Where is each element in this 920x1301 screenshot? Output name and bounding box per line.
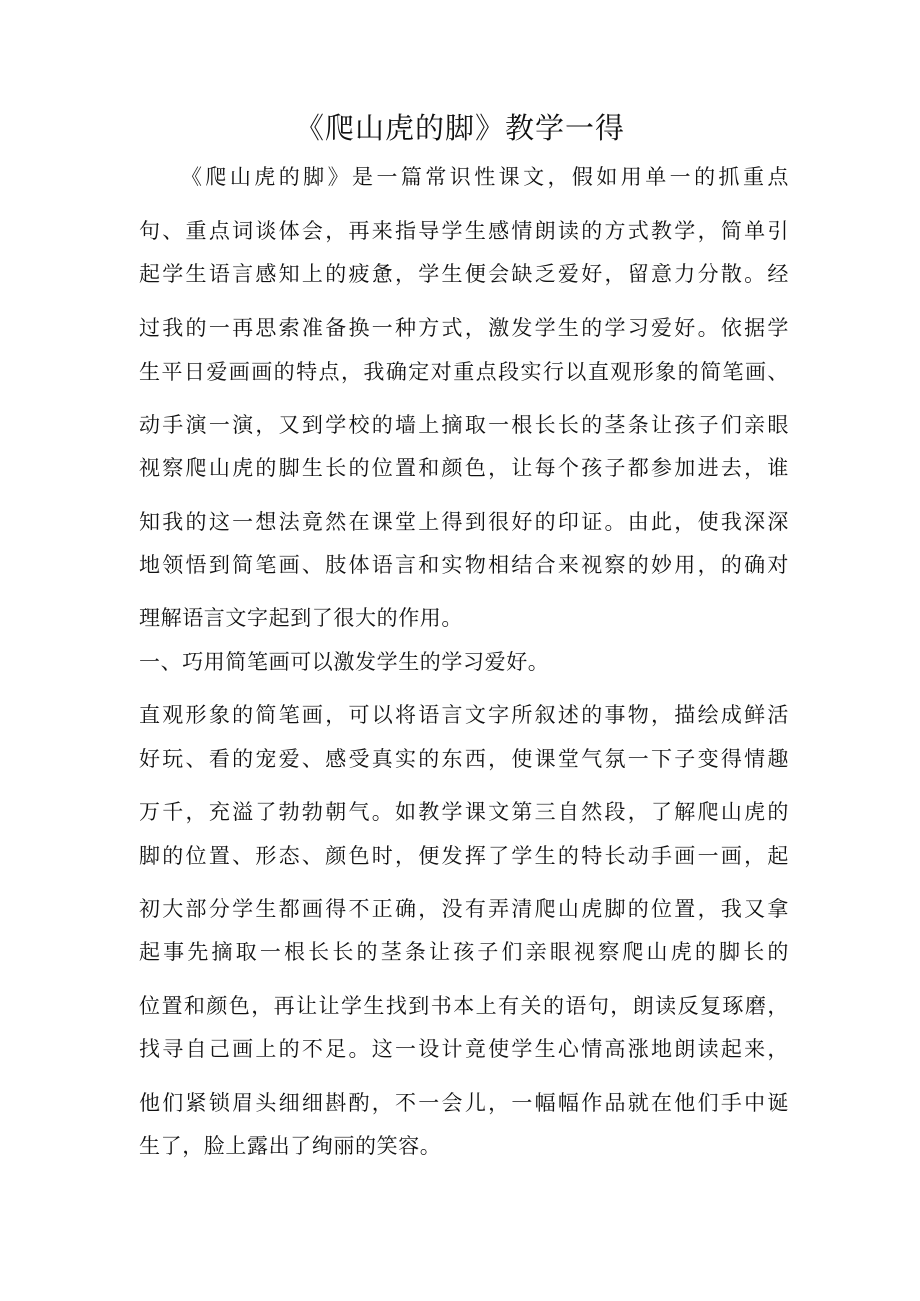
paragraph-2-line-3: 万千，充溢了勃勃朝气。如教学课文第三自然段，了解爬山虎的 — [139, 800, 789, 824]
paragraph-1-line-5: 生平日爱画画的特点，我确定对重点段实行以直观形象的简笔画、 — [139, 360, 789, 384]
paragraph-1-line-7: 视察爬山虎的脚生长的位置和颜色，让每个孩子都参加进去，谁 — [139, 456, 789, 480]
paragraph-2-line-5: 初大部分学生都画得不正确，没有弄清爬山虎脚的位置，我又拿 — [139, 897, 789, 921]
paragraph-1-line-3: 起学生语言感知上的疲惫，学生便会缺乏爱好，留意力分散。经 — [139, 262, 789, 286]
paragraph-1-line-1: 《爬山虎的脚》是一篇常识性课文，假如用单一的抓重点 — [181, 165, 789, 189]
section-heading-1: 一、巧用简笔画可以激发学生的学习爱好。 — [139, 650, 550, 674]
paragraph-1-line-2: 句、重点词谈体会，再来指导学生感情朗读的方式教学，简单引 — [139, 219, 789, 243]
paragraph-2-line-8: 找寻自己画上的不足。这一设计竟使学生心情高涨地朗读起来， — [139, 1037, 789, 1061]
paragraph-1-line-4: 过我的一再思索准备换一种方式，激发学生的学习爱好。依据学 — [139, 316, 789, 340]
paragraph-1-line-9: 地领悟到简笔画、肢体语言和实物相结合来视察的妙用，的确对 — [139, 553, 789, 577]
paragraph-1-line-6: 动手演一演，又到学校的墙上摘取一根长长的茎条让孩子们亲眼 — [139, 413, 789, 437]
paragraph-2-line-9: 他们紧锁眉头细细斟酌，不一会儿，一幅幅作品就在他们手中诞 — [139, 1091, 789, 1115]
paragraph-1-line-8: 知我的这一想法竟然在课堂上得到很好的印证。由此，使我深深 — [139, 510, 789, 534]
paragraph-2-line-10: 生了，脸上露出了绚丽的笑容。 — [139, 1134, 442, 1158]
paragraph-2-line-2: 好玩、看的宠爱、感受真实的东西，使课堂气氛一下子变得情趣 — [139, 747, 789, 771]
paragraph-2-line-1: 直观形象的简笔画，可以将语言文字所叙述的事物，描绘成鲜活 — [139, 703, 789, 727]
paragraph-1-line-10: 理解语言文字起到了很大的作用。 — [139, 606, 463, 630]
paragraph-2-line-7: 位置和颜色，再让让学生找到书本上有关的语句，朗读反复琢磨， — [139, 994, 789, 1018]
paragraph-2-line-4: 脚的位置、形态、颜色时，便发挥了学生的特长动手画一画，起 — [139, 844, 789, 868]
paragraph-2-line-6: 起事先摘取一根长长的茎条让孩子们亲眼视察爬山虎的脚长的 — [139, 940, 789, 964]
document-title: 《爬山虎的脚》教学一得 — [294, 111, 625, 145]
